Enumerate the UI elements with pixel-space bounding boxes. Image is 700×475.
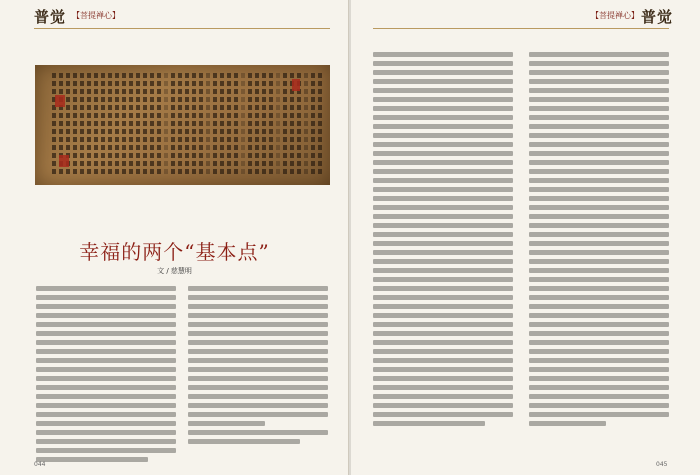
body-text-column	[373, 52, 513, 426]
page-number: 045	[656, 461, 668, 468]
right-page	[351, 0, 700, 475]
body-text-column	[36, 286, 176, 462]
article-byline: 文 / 慈慧明	[157, 267, 192, 275]
magazine-brand-logo: 普觉	[641, 8, 674, 26]
column-tag: 【菩提禅心】	[72, 11, 120, 20]
header-rule	[373, 28, 669, 29]
seal-stamp	[55, 95, 65, 107]
body-text-column	[529, 52, 669, 426]
calligraphy-image	[35, 65, 330, 185]
article-title: 幸福的两个“基本点”	[79, 240, 270, 264]
calligraphy-script-columns	[43, 73, 322, 177]
seal-stamp	[59, 155, 69, 167]
header-rule	[34, 28, 330, 29]
seal-stamp	[292, 79, 300, 91]
body-text-column	[188, 286, 328, 444]
column-tag: 【菩提禅心】	[591, 11, 639, 20]
left-page	[0, 0, 349, 475]
magazine-brand-logo: 普觉	[34, 8, 67, 26]
page-number: 044	[34, 461, 46, 468]
